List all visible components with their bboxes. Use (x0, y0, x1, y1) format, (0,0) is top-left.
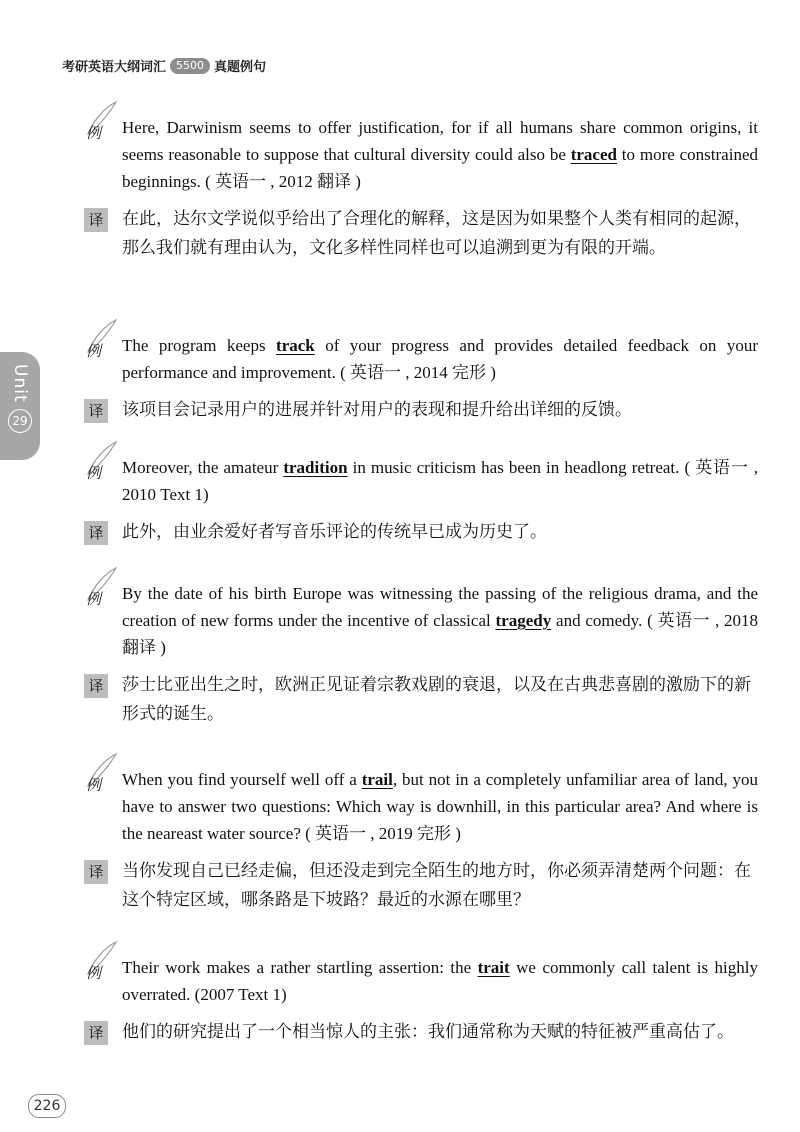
translation: 译 莎士比亚出生之时，欧洲正见证着宗教戏剧的衰退，以及在古典悲喜剧的激励下的新形式的诞生。 (82, 671, 758, 729)
example-label: 例 (86, 776, 102, 794)
example-sentence: 例 When you find yourself well off a trail, but not in a completely unfamiliar area of land, you have to answer two questions: Which way is downhill, in this particular area? And where is the neareast water source? ( 英语一 , 2019 完形 ) (82, 766, 758, 847)
keyword: tradition (283, 458, 348, 477)
entry-trait (82, 954, 758, 1047)
translation-label: 译 (84, 399, 108, 423)
example-label: 例 (86, 964, 102, 982)
translation: 译 在此，达尔文学说似乎给出了合理化的解释，这是因为如果整个人类有相同的起源，那么我们就有理由认为，文化多样性同样也可以追溯到更为有限的开端。 (82, 205, 758, 263)
unit-number: 29 (8, 409, 32, 433)
unit-label: Unit (10, 364, 30, 403)
header-title-left: 考研英语大纲词汇 (62, 60, 167, 75)
translation: 译 当你发现自己已经走偏，但还没走到完全陌生的地方时，你必须弄清楚两个问题：在这个特定区域，哪条路是下坡路？最近的水源在哪里？ (82, 857, 758, 915)
example-sentence: 例 Here, Darwinism seems to offer justification, for if all humans share common origins, it seems reasonable to suppose that cultural diversity could also be traced to more constrained beginnings. ( 英语一 , 2012 翻译 ) (82, 114, 758, 195)
page-header (62, 56, 266, 75)
header-badge: 5500 (170, 58, 210, 74)
entry-track (82, 332, 758, 425)
translation-label: 译 (84, 1021, 108, 1045)
example-sentence: 例 By the date of his birth Europe was witnessing the passing of the religious drama, and the creation of new forms under the incentive of classical tragedy and comedy. ( 英语一 , 2018 翻译 ) (82, 580, 758, 661)
keyword: traced (570, 145, 617, 164)
page-number: 226 (28, 1094, 66, 1118)
unit-tab (0, 352, 40, 460)
translation: 译 此外，由业余爱好者写音乐评论的传统早已成为历史了。 (82, 518, 758, 547)
translation-label: 译 (84, 674, 108, 698)
entry-tradition (82, 454, 758, 547)
example-sentence: 例 Their work makes a rather startling assertion: the trait we commonly call talent is highly overrated. (2007 Text 1) (82, 954, 758, 1008)
example-label: 例 (86, 124, 102, 142)
example-label: 例 (86, 590, 102, 608)
example-sentence: 例 The program keeps track of your progress and provides detailed feedback on your performance and improvement. ( 英语一 , 2014 完形 ) (82, 332, 758, 386)
example-sentence: 例 Moreover, the amateur tradition in music criticism has been in headlong retreat. ( 英语一 , 2010 Text 1) (82, 454, 758, 508)
entry-tragedy (82, 580, 758, 729)
keyword: trail (361, 770, 393, 789)
example-label: 例 (86, 342, 102, 360)
translation-label: 译 (84, 208, 108, 232)
translation: 译 该项目会记录用户的进展并针对用户的表现和提升给出详细的反馈。 (82, 396, 758, 425)
translation: 译 他们的研究提出了一个相当惊人的主张：我们通常称为天赋的特征被严重高估了。 (82, 1018, 758, 1047)
entry-trail (82, 766, 758, 915)
translation-label: 译 (84, 860, 108, 884)
keyword: track (276, 336, 315, 355)
header-title-right: 真题例句 (214, 60, 267, 75)
keyword: tragedy (495, 611, 552, 630)
example-label: 例 (86, 464, 102, 482)
entry-traced (82, 114, 758, 263)
translation-label: 译 (84, 521, 108, 545)
keyword: trait (477, 958, 510, 977)
